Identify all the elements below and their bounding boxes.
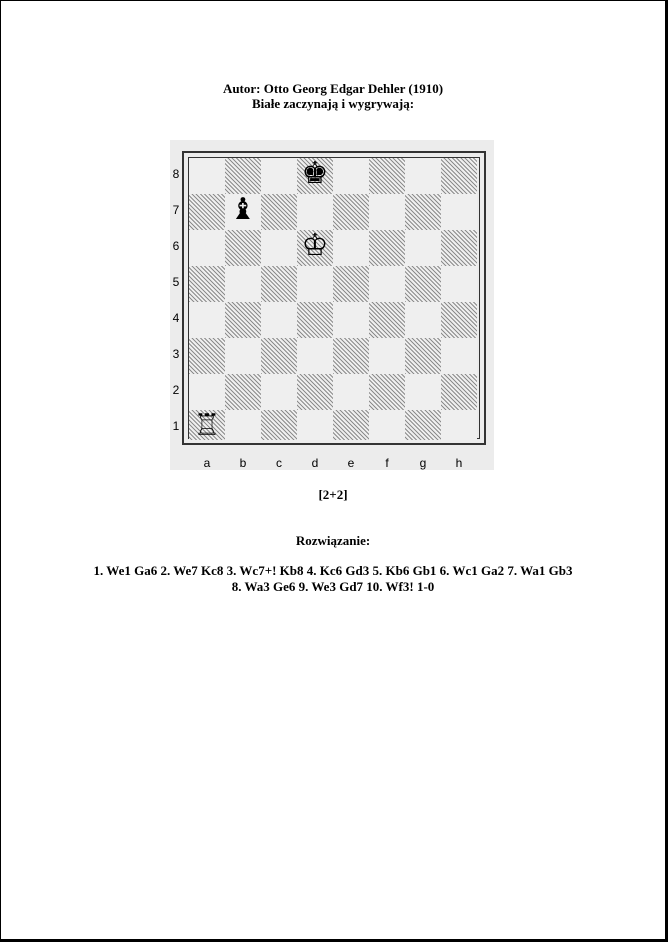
square-g2 <box>405 374 441 410</box>
rank-label-1: 1 <box>172 419 180 433</box>
solution-line-1: 1. We1 Ga6 2. We7 Kc8 3. Wc7+! Kb8 4. Kc6 Gd3 5. Kb6 Gb1 6. Wc1 Ga2 7. Wa1 Gb3 <box>93 563 573 578</box>
square-a6 <box>189 230 225 266</box>
solution-title: Rozwiązanie: <box>295 533 371 548</box>
square-d2 <box>297 374 333 410</box>
square-h8 <box>441 158 477 194</box>
file-label-h: h <box>455 456 463 470</box>
square-d3 <box>297 338 333 374</box>
author-line: Autor: Otto Georg Edgar Dehler (1910) <box>222 81 444 96</box>
solution-line-2: 8. Wa3 Ge6 9. We3 Gd7 10. Wf3! 1-0 <box>231 579 435 594</box>
square-e5 <box>333 266 369 302</box>
square-e7 <box>333 194 369 230</box>
square-g5 <box>405 266 441 302</box>
square-b4 <box>225 302 261 338</box>
square-a3 <box>189 338 225 374</box>
problem-header <box>1 81 665 111</box>
square-f6 <box>369 230 405 266</box>
square-f7 <box>369 194 405 230</box>
square-a5 <box>189 266 225 302</box>
file-label-d: d <box>311 456 319 470</box>
square-h2 <box>441 374 477 410</box>
square-c6 <box>261 230 297 266</box>
square-e6 <box>333 230 369 266</box>
square-f2 <box>369 374 405 410</box>
square-e2 <box>333 374 369 410</box>
square-b5 <box>225 266 261 302</box>
rank-label-4: 4 <box>172 311 180 325</box>
square-d7 <box>297 194 333 230</box>
square-g6 <box>405 230 441 266</box>
square-f5 <box>369 266 405 302</box>
file-label-c: c <box>276 456 282 470</box>
square-h5 <box>441 266 477 302</box>
square-c5 <box>261 266 297 302</box>
square-d1 <box>297 410 333 440</box>
file-label-b: b <box>239 456 247 470</box>
square-c1 <box>261 410 297 440</box>
square-e3 <box>333 338 369 374</box>
square-g1 <box>405 410 441 440</box>
square-h3 <box>441 338 477 374</box>
square-b3 <box>225 338 261 374</box>
file-label-g: g <box>419 456 427 470</box>
square-e4 <box>333 302 369 338</box>
square-b8 <box>225 158 261 194</box>
square-a7 <box>189 194 225 230</box>
square-c4 <box>261 302 297 338</box>
task-line: Białe zaczynają i wygrywają: <box>251 96 415 111</box>
white-rook-icon: ♖ <box>193 408 221 440</box>
square-d4 <box>297 302 333 338</box>
square-a2 <box>189 374 225 410</box>
black-king-icon: ♚ <box>301 158 329 191</box>
square-f1 <box>369 410 405 440</box>
square-h1 <box>441 410 477 440</box>
rank-label-7: 7 <box>172 203 180 217</box>
square-c8 <box>261 158 297 194</box>
square-g8 <box>405 158 441 194</box>
rank-label-2: 2 <box>172 383 180 397</box>
square-g4 <box>405 302 441 338</box>
piece-count: [2+2] <box>318 487 348 502</box>
square-c7 <box>261 194 297 230</box>
chess-diagram <box>170 140 494 470</box>
file-label-f: f <box>385 456 389 470</box>
white-king-icon: ♔ <box>301 228 329 263</box>
square-a8 <box>189 158 225 194</box>
square-e1 <box>333 410 369 440</box>
black-bishop-icon: ♝ <box>229 192 257 227</box>
square-h4 <box>441 302 477 338</box>
square-g3 <box>405 338 441 374</box>
square-b6 <box>225 230 261 266</box>
square-a4 <box>189 302 225 338</box>
square-h7 <box>441 194 477 230</box>
square-f4 <box>369 302 405 338</box>
file-label-a: a <box>203 456 211 470</box>
rank-label-5: 5 <box>172 275 180 289</box>
square-g7 <box>405 194 441 230</box>
square-f3 <box>369 338 405 374</box>
board-frame <box>182 151 486 445</box>
rank-label-8: 8 <box>172 167 180 181</box>
square-b1 <box>225 410 261 440</box>
square-e8 <box>333 158 369 194</box>
solution-moves <box>1 563 665 595</box>
square-b2 <box>225 374 261 410</box>
chessboard <box>189 158 477 440</box>
square-c3 <box>261 338 297 374</box>
square-c2 <box>261 374 297 410</box>
rank-label-6: 6 <box>172 239 180 253</box>
file-label-e: e <box>347 456 355 470</box>
square-h6 <box>441 230 477 266</box>
square-d5 <box>297 266 333 302</box>
rank-label-3: 3 <box>172 347 180 361</box>
square-f8 <box>369 158 405 194</box>
